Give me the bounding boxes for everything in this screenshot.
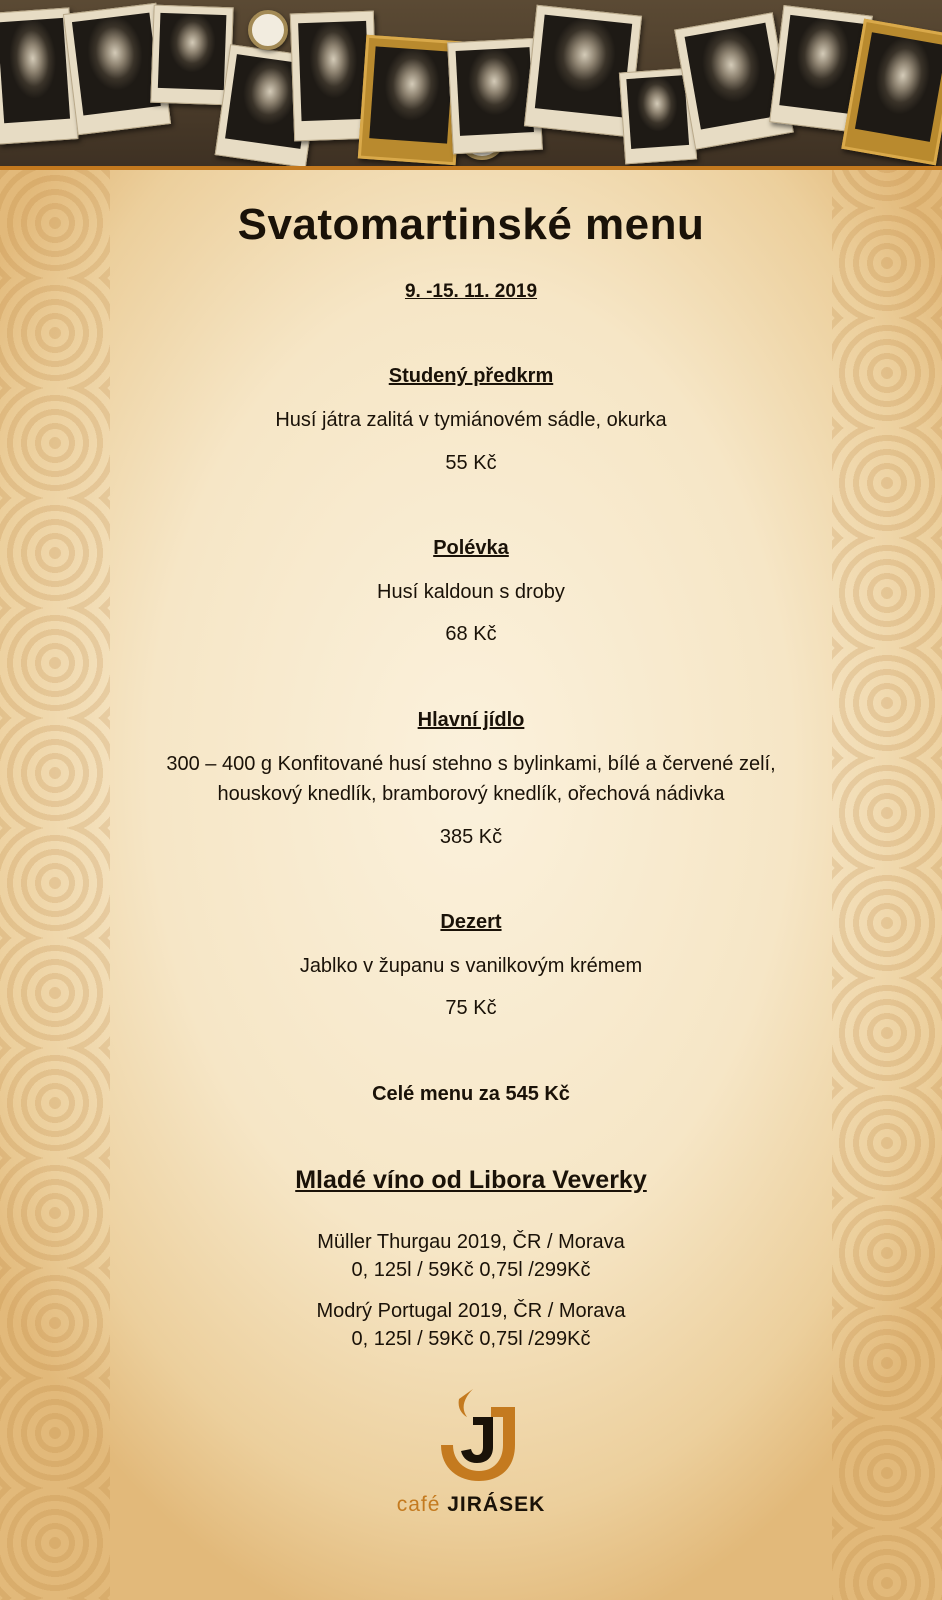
price-dessert: 75 Kč: [445, 997, 497, 1019]
wine-price: 0, 125l / 59Kč 0,75l /299Kč: [351, 1328, 591, 1350]
wine-name: Modrý Portugal 2019, ČR / Morava: [316, 1300, 626, 1322]
price-soup: 68 Kč: [445, 623, 497, 645]
pocket-watch-icon: [248, 10, 288, 50]
section-heading-starter: Studený předkrm: [388, 365, 554, 387]
section-heading-soup: Polévka: [433, 537, 509, 559]
wine-name: Müller Thurgau 2019, ČR / Morava: [317, 1231, 625, 1253]
menu-total-price: Celé menu za 545 Kč: [372, 1083, 570, 1105]
section-heading-dessert: Dezert: [440, 911, 502, 933]
dish-main-line-1: 300 – 400 g Konfitované husí stehno s bylinkami, bílé a červené zelí,: [166, 753, 776, 775]
vintage-photo: [150, 5, 233, 106]
dish-soup: Husí kaldoun s droby: [377, 581, 565, 603]
price-starter: 55 Kč: [445, 452, 497, 474]
price-main: 385 Kč: [439, 826, 503, 848]
menu-date: 9. -15. 11. 2019: [404, 281, 538, 302]
section-heading-main: Hlavní jídlo: [417, 709, 525, 731]
wine-heading: Mladé víno od Libora Veverky: [295, 1166, 647, 1194]
cafe-jirasek-wordmark: [0, 1493, 942, 1517]
wine-price: 0, 125l / 59Kč 0,75l /299Kč: [351, 1259, 591, 1281]
dish-starter: Husí játra zalitá v tymiánovém sádle, okurka: [275, 409, 667, 431]
logo-name: JIRÁSEK: [447, 1493, 546, 1516]
dish-main-line-2: houskový knedlík, bramborový knedlík, ořechová nádivka: [217, 783, 725, 805]
logo-prefix: café: [396, 1493, 441, 1516]
cafe-jirasek-logo-icon: [433, 1385, 523, 1485]
photo-collage-header: [0, 0, 942, 170]
dish-dessert: Jablko v županu s vanilkovým krémem: [299, 955, 643, 977]
menu-title: Svatomartinské menu: [237, 200, 705, 249]
